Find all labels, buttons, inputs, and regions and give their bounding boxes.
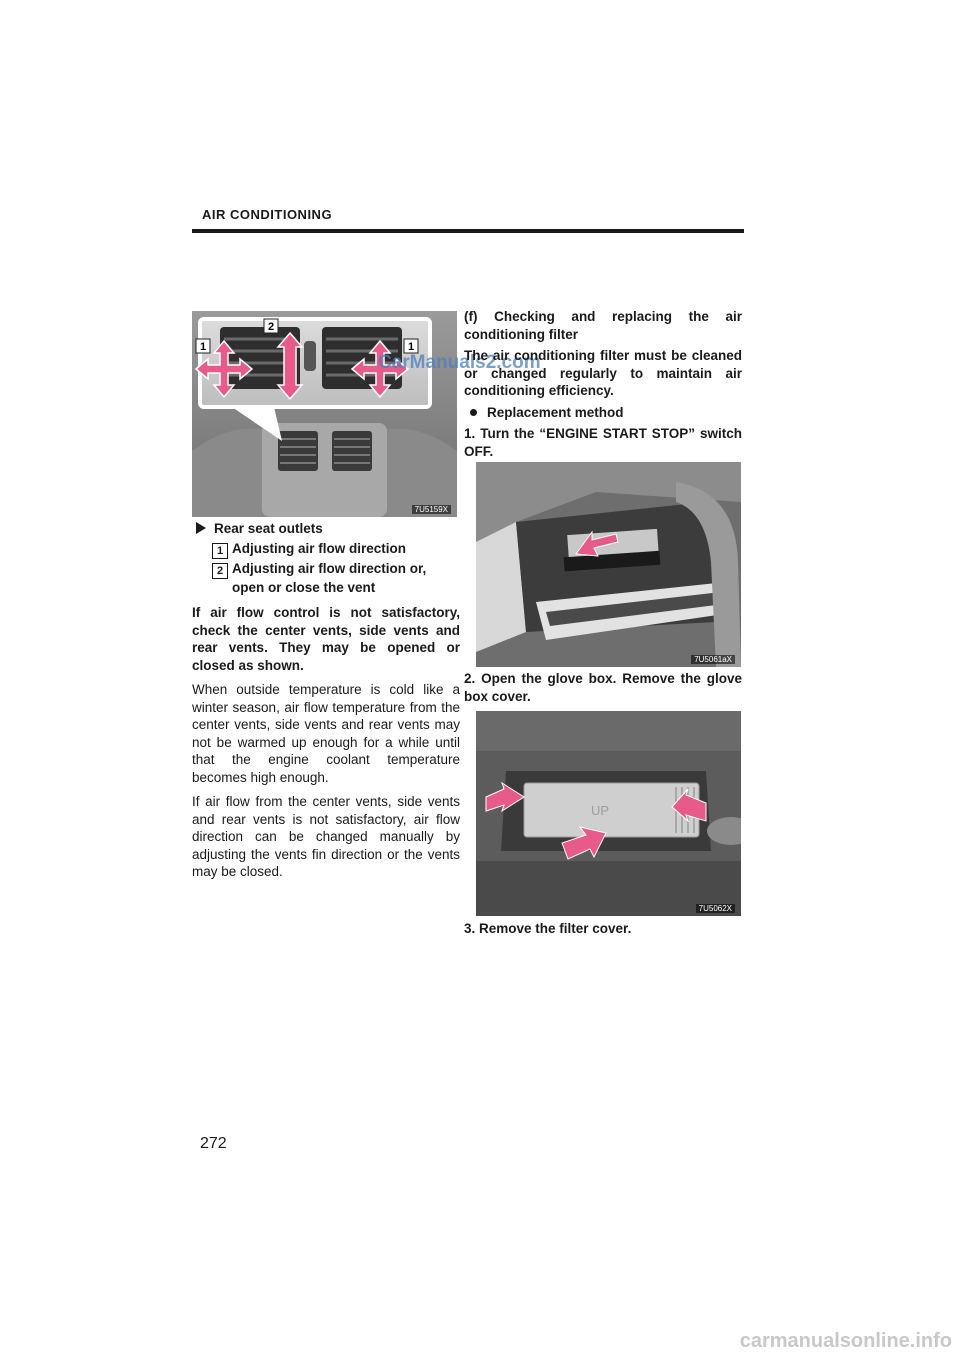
right-column-mid bbox=[464, 670, 742, 705]
filter-embossed-text: UP bbox=[591, 803, 610, 818]
glove-box-illustration bbox=[476, 462, 741, 667]
bullet-item bbox=[464, 404, 742, 422]
footer-url: carmanualsonline.info bbox=[739, 1330, 952, 1352]
filter-cover-illustration bbox=[476, 711, 741, 916]
caption bbox=[192, 520, 460, 538]
legend-text-2: Adjusting air flow direction or, bbox=[232, 560, 427, 576]
page-number: 272 bbox=[200, 1135, 227, 1152]
rear-vents-figure bbox=[192, 311, 457, 517]
legend-text-2-cont: open or close the vent bbox=[232, 579, 376, 595]
left-column bbox=[192, 520, 460, 881]
step-2: 2. Open the glove box. Remove the glove box cover. bbox=[464, 671, 742, 704]
caption-arrow-icon bbox=[196, 522, 206, 534]
step-1: 1. Turn the “ENGINE START STOP” switch OFF. bbox=[464, 426, 742, 459]
paragraph-2: If air flow from the center vents, side vents and rear vents is not satisfactory, air flow direction can be changed manually by adjusting the vents fin direction or the vents may be closed. bbox=[192, 794, 460, 879]
bullet-text: Replacement method bbox=[487, 404, 624, 420]
step-3: 3. Remove the filter cover. bbox=[464, 921, 632, 936]
legend-text-1: Adjusting air flow direction bbox=[232, 540, 407, 556]
legend-item-2 bbox=[192, 560, 460, 579]
filter-cover-figure bbox=[476, 711, 741, 916]
header-rule bbox=[192, 229, 744, 233]
legend-num-1: 1 bbox=[212, 543, 228, 559]
figure-label-1-right: 1 bbox=[408, 341, 415, 353]
caption-title: Rear seat outlets bbox=[214, 521, 323, 536]
figure-label-1-left: 1 bbox=[200, 341, 207, 353]
section-heading: (f) Checking and replacing the air conditioning filter bbox=[464, 309, 742, 342]
figure-code: 7U5062X bbox=[696, 904, 735, 913]
figure-label-2: 2 bbox=[268, 321, 275, 333]
intro-text: The air conditioning filter must be cleaned or changed regularly to maintain air conditioning efficiency. bbox=[464, 348, 742, 398]
bullet-dot-icon bbox=[470, 409, 477, 416]
figure-code: 7U5159X bbox=[412, 505, 451, 514]
paragraph-1: When outside temperature is cold like a winter season, air flow temperature from the center vents, side vents and rear vents may not be warmed up enough for a while until that the engine coolant temperature becomes high enough. bbox=[192, 682, 460, 785]
warning-text: If air flow control is not satisfactory, check the center vents, side vents and rear vents. They may be opened or closed as shown. bbox=[192, 605, 460, 673]
legend-num-2: 2 bbox=[212, 563, 228, 579]
section-title: AIR CONDITIONING bbox=[202, 207, 333, 222]
rear-vents-illustration bbox=[192, 311, 457, 517]
watermark: CarManuals2.com bbox=[378, 352, 541, 373]
legend-item-1 bbox=[192, 540, 460, 559]
figure-code: 7U5061aX bbox=[691, 655, 735, 664]
right-column-top bbox=[464, 308, 742, 460]
right-column-bottom bbox=[464, 920, 742, 938]
glove-box-figure bbox=[476, 462, 741, 667]
